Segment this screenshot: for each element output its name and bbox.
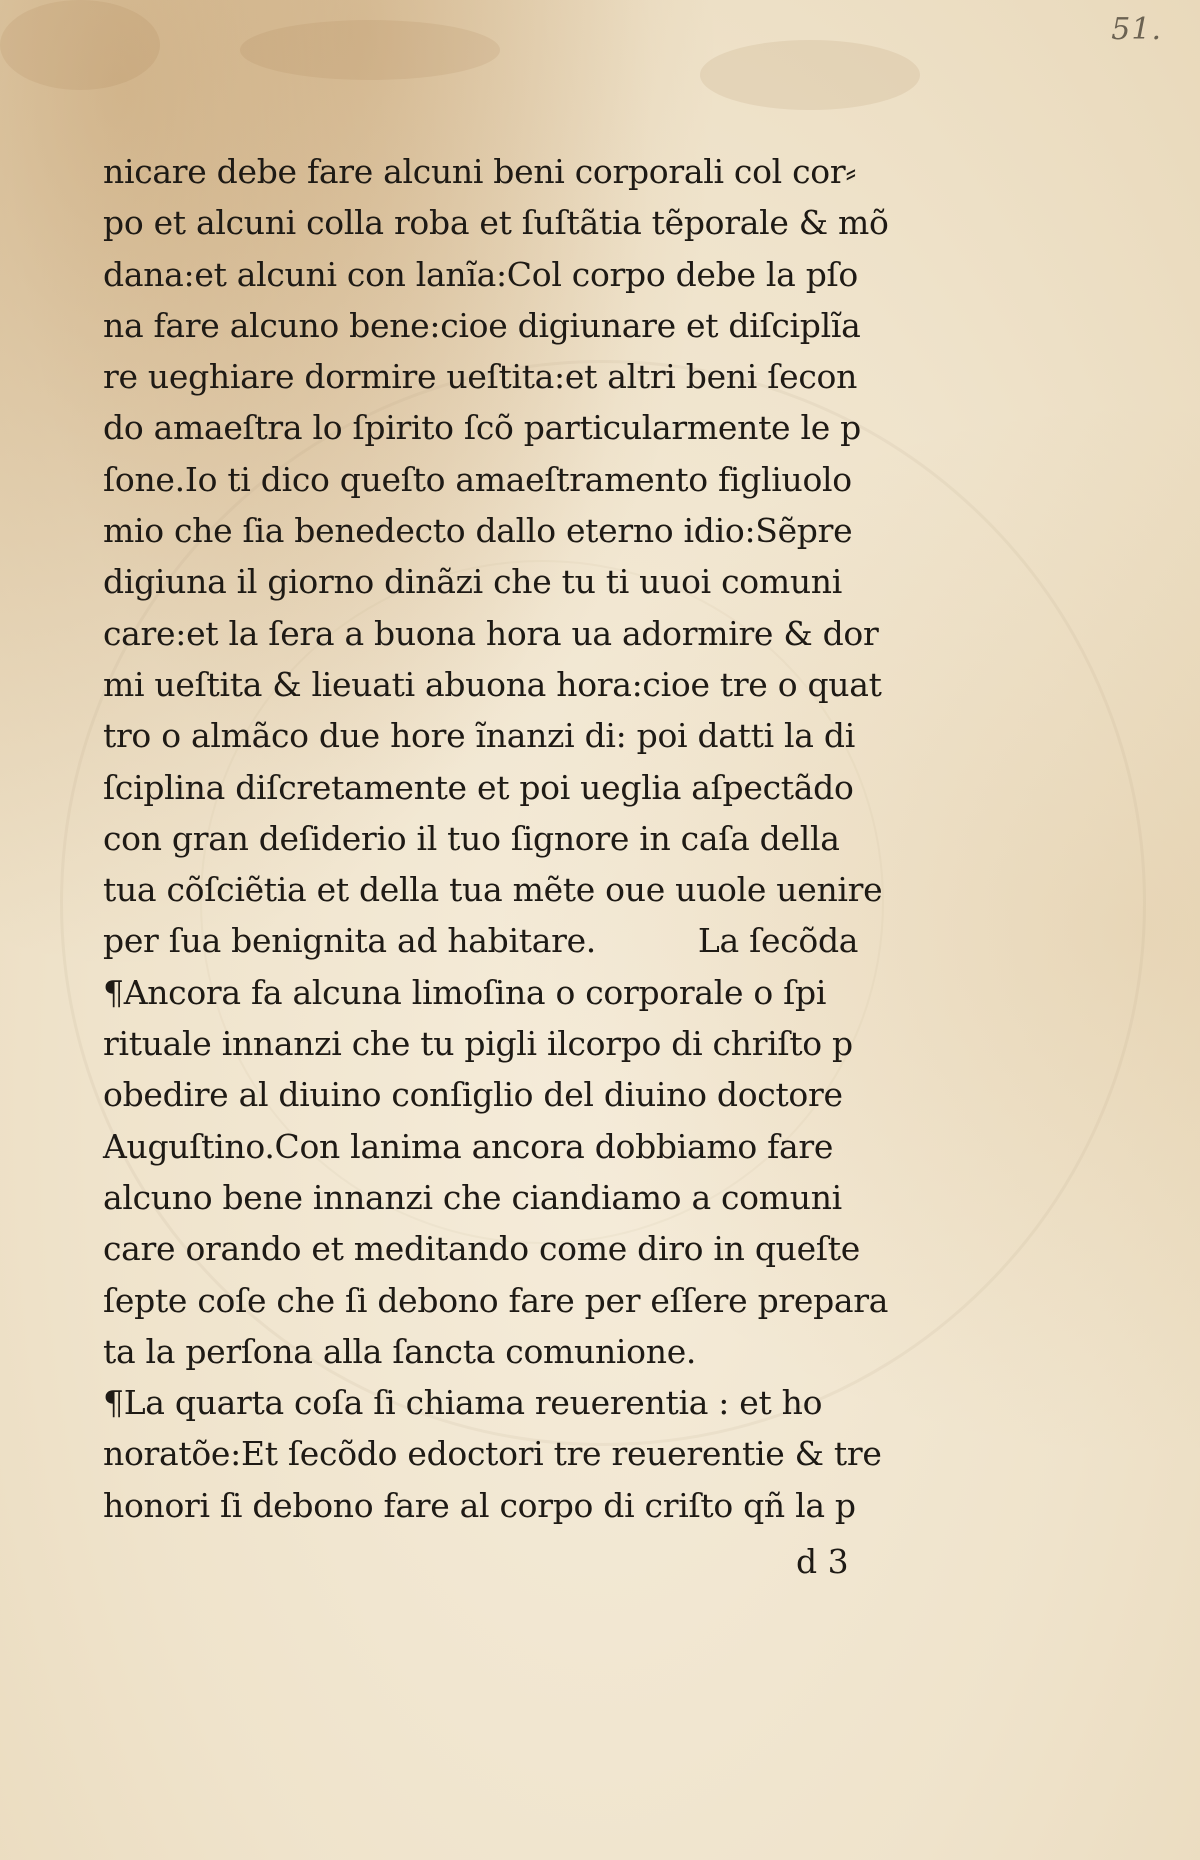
text-line: ſepte coſe che ſi debono fare per eſſere prepara <box>103 1280 889 1320</box>
text-line: rituale innanzi che tu pigli ilcorpo di chriſto p <box>103 1024 853 1064</box>
text-line: na fare alcuno bene:cioe digiunare et diſciplĩa <box>103 305 861 345</box>
text-line: per ſua benignita ad habitare. La ſecõda <box>103 921 859 961</box>
text-line: po et alcuni colla roba et ſuſtãtia tẽporale & mõ <box>103 203 889 243</box>
text-line: dana:et alcuni con lanĩa:Col corpo debe la pſo <box>103 254 858 294</box>
text-line: ta la perſona alla ſancta comunione. <box>103 1331 697 1371</box>
text-line: nicare debe fare alcuni beni corporali col cor⸗ <box>103 152 857 191</box>
text-line: mi ueſtita & lieuati abuona hora:cioe tre o quat <box>103 664 882 704</box>
paper-stain <box>700 40 920 110</box>
text-line: digiuna il giorno dinãzi che tu ti uuoi comuni <box>103 562 842 602</box>
text-line: care orando et meditando come diro in queſte <box>103 1229 860 1269</box>
text-line: alcuno bene innanzi che ciandiamo a comuni <box>103 1177 842 1217</box>
text-line: ſciplina diſcretamente et poi ueglia aſpectãdo <box>103 767 854 807</box>
text-line: re ueghiare dormire ueſtita:et altri beni ſecon <box>103 357 858 397</box>
text-line: honori ſi debono fare al corpo di criſto qñ la p <box>103 1485 856 1525</box>
text-line: ¶Ancora fa alcuna limoſina o corporale o ſpi <box>103 972 827 1012</box>
text-line: tro o almãco due hore ĩnanzi di: poi datti la di <box>103 716 855 756</box>
text-line: ſone.Io ti dico queſto amaeſtramento figliuolo <box>103 459 852 499</box>
paper-stain <box>240 20 500 80</box>
signature-mark: d 3 <box>796 1542 849 1581</box>
main-text-block <box>103 146 903 1531</box>
text-line: con gran deſiderio il tuo ſignore in caſa della <box>103 818 840 858</box>
text-line: mio che ſia benedecto dallo eterno idio:Sẽpre <box>103 511 853 551</box>
text-line: obedire al diuino conſiglio del diuino doctore <box>103 1075 843 1115</box>
text-line: noratõe:Et ſecõdo edoctori tre reuerentie & tre <box>103 1434 882 1474</box>
folio-number: 51. <box>1111 12 1162 47</box>
text-line: care:et la ſera a buona hora ua adormire & dor <box>103 613 879 653</box>
text-line: ¶La quarta coſa ſi chiama reuerentia : et ho <box>103 1383 823 1423</box>
text-line: do amaeſtra lo ſpirito ſcõ particularmente le p <box>103 408 861 448</box>
text-line: Auguſtino.Con lanima ancora dobbiamo fare <box>103 1126 834 1166</box>
paper-stain <box>0 0 160 90</box>
text-line: tua cõſciẽtia et della tua mẽte oue uuole uenire <box>103 870 883 910</box>
